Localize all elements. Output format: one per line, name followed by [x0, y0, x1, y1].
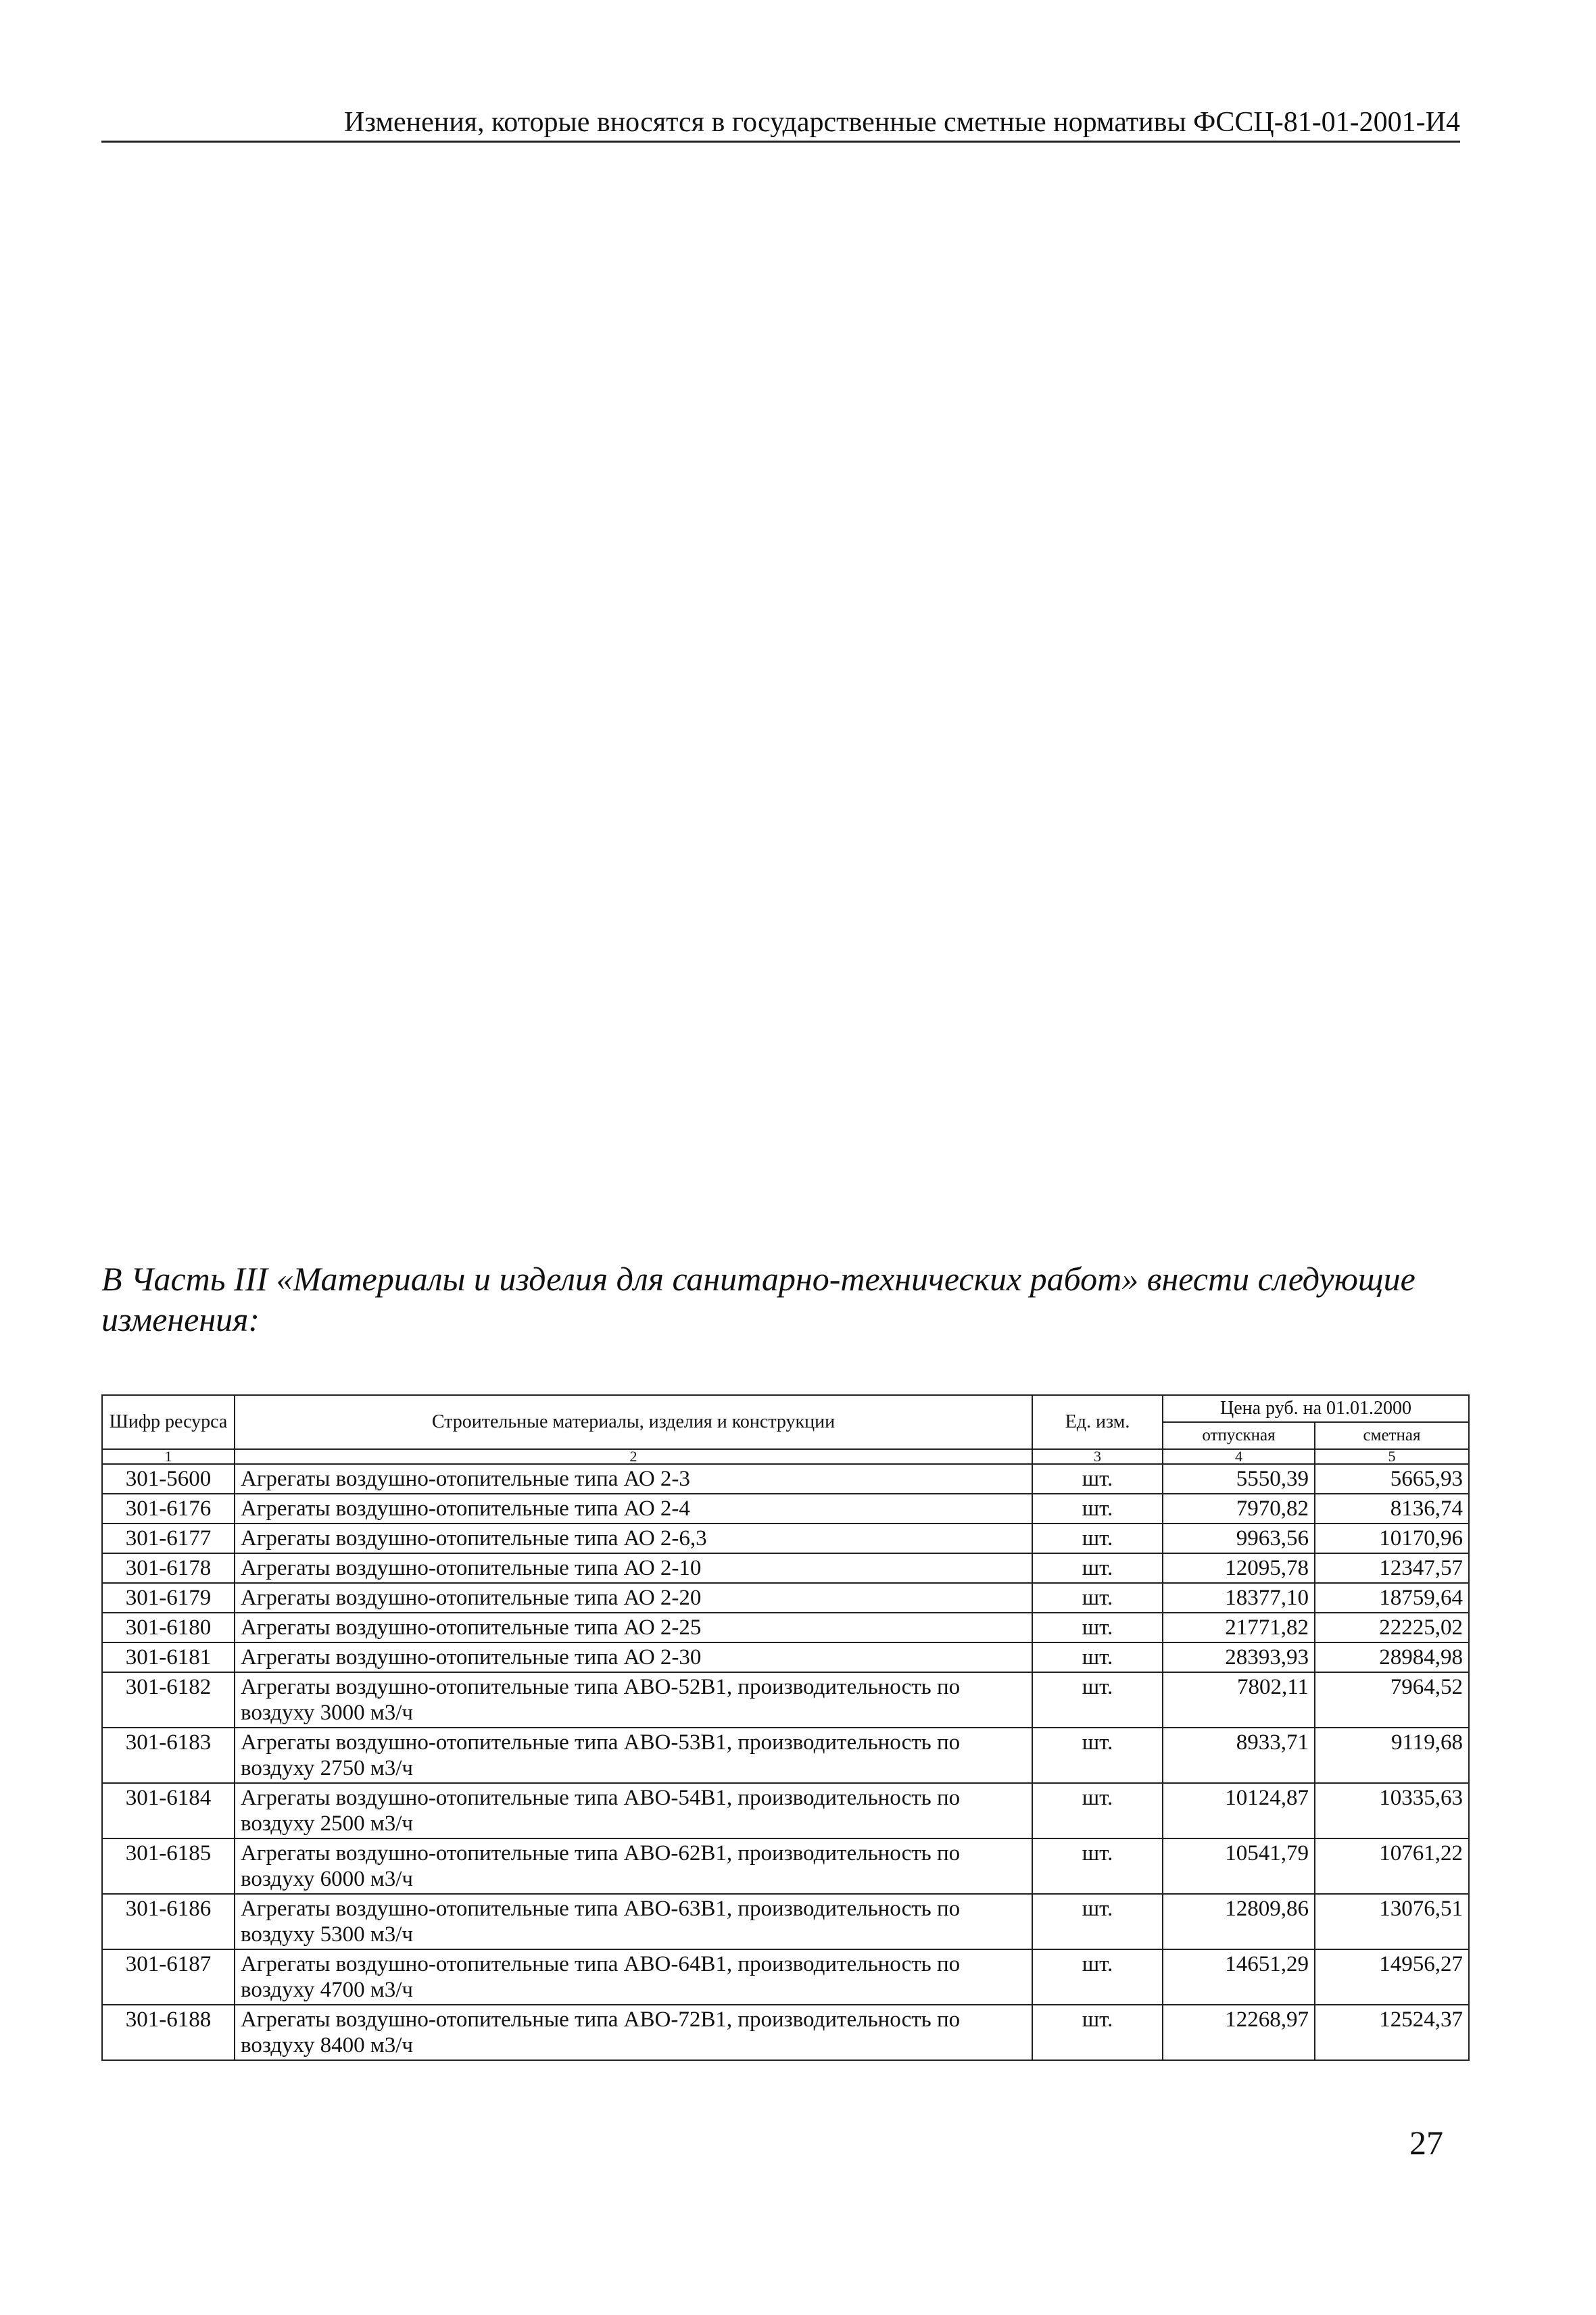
table-row [102, 1464, 1469, 1494]
release-price: 28393,93 [1163, 1642, 1315, 1672]
table-row [102, 1494, 1469, 1524]
resource-code: 301-6187 [102, 1949, 235, 2005]
estimate-price: 7964,52 [1315, 1672, 1469, 1728]
resource-name: Агрегаты воздушно-отопительные типа АВО-54В1, производительность по воздуху 2500 м3/ч [235, 1783, 1032, 1838]
table-row [102, 1894, 1469, 1949]
resource-unit: шт. [1032, 1894, 1163, 1949]
estimate-price: 13076,51 [1315, 1894, 1469, 1949]
resource-unit: шт. [1032, 1838, 1163, 1894]
release-price: 7970,82 [1163, 1494, 1315, 1524]
estimate-price: 18759,64 [1315, 1583, 1469, 1613]
page-header-title: Изменения, которые вносятся в государственные сметные нормативы ФССЦ-81-01-2001-И4 [344, 107, 1460, 138]
table-row [102, 1783, 1469, 1838]
estimate-price: 10761,22 [1315, 1838, 1469, 1894]
resource-name: Агрегаты воздушно-отопительные типа АВО-62В1, производительность по воздуху 6000 м3/ч [235, 1838, 1032, 1894]
column-number: 5 [1315, 1449, 1469, 1464]
resource-code: 301-6178 [102, 1553, 235, 1583]
table-row [102, 2005, 1469, 2060]
resource-name: Агрегаты воздушно-отопительные типа АО 2-3 [235, 1464, 1032, 1494]
estimate-price: 10170,96 [1315, 1524, 1469, 1553]
resource-unit: шт. [1032, 1464, 1163, 1494]
resource-code: 301-5600 [102, 1464, 235, 1494]
resource-name: Агрегаты воздушно-отопительные типа АО 2-30 [235, 1642, 1032, 1672]
header-price-release: отпускная [1163, 1422, 1315, 1449]
resource-unit: шт. [1032, 1524, 1163, 1553]
estimate-price: 12347,57 [1315, 1553, 1469, 1583]
estimate-price: 14956,27 [1315, 1949, 1469, 2005]
resource-code: 301-6176 [102, 1494, 235, 1524]
resource-unit: шт. [1032, 2005, 1163, 2060]
resource-unit: шт. [1032, 1613, 1163, 1642]
estimate-price: 12524,37 [1315, 2005, 1469, 2060]
table-row [102, 1949, 1469, 2005]
resource-name: Агрегаты воздушно-отопительные типа АО 2-10 [235, 1553, 1032, 1583]
estimate-price: 22225,02 [1315, 1613, 1469, 1642]
resource-unit: шт. [1032, 1642, 1163, 1672]
header-price-group: Цена руб. на 01.01.2000 [1163, 1395, 1469, 1422]
resource-unit: шт. [1032, 1783, 1163, 1838]
release-price: 5550,39 [1163, 1464, 1315, 1494]
release-price: 21771,82 [1163, 1613, 1315, 1642]
header-price-estimate: сметная [1315, 1422, 1469, 1449]
release-price: 7802,11 [1163, 1672, 1315, 1728]
header-name: Строительные материалы, изделия и конструкции [235, 1395, 1032, 1449]
resource-unit: шт. [1032, 1583, 1163, 1613]
release-price: 12095,78 [1163, 1553, 1315, 1583]
estimate-price: 28984,98 [1315, 1642, 1469, 1672]
release-price: 10124,87 [1163, 1783, 1315, 1838]
resource-unit: шт. [1032, 1728, 1163, 1783]
resource-code: 301-6188 [102, 2005, 235, 2060]
table-row [102, 1642, 1469, 1672]
resource-name: Агрегаты воздушно-отопительные типа АО 2-6,3 [235, 1524, 1032, 1553]
release-price: 8933,71 [1163, 1728, 1315, 1783]
estimate-price: 9119,68 [1315, 1728, 1469, 1783]
release-price: 10541,79 [1163, 1838, 1315, 1894]
resource-code: 301-6181 [102, 1642, 235, 1672]
table-row [102, 1672, 1469, 1728]
resource-name: Агрегаты воздушно-отопительные типа АВО-72В1, производительность по воздуху 8400 м3/ч [235, 2005, 1032, 2060]
header-divider [101, 141, 1460, 143]
resource-name: Агрегаты воздушно-отопительные типа АВО-64В1, производительность по воздуху 4700 м3/ч [235, 1949, 1032, 2005]
release-price: 14651,29 [1163, 1949, 1315, 2005]
resource-unit: шт. [1032, 1949, 1163, 2005]
page-number: 27 [1409, 2124, 1443, 2162]
header-unit: Ед. изм. [1032, 1395, 1163, 1449]
resource-code: 301-6183 [102, 1728, 235, 1783]
release-price: 12268,97 [1163, 2005, 1315, 2060]
estimate-price: 10335,63 [1315, 1783, 1469, 1838]
release-price: 12809,86 [1163, 1894, 1315, 1949]
column-number: 2 [235, 1449, 1032, 1464]
resource-code: 301-6186 [102, 1894, 235, 1949]
estimate-price: 5665,93 [1315, 1464, 1469, 1494]
resource-name: Агрегаты воздушно-отопительные типа АВО-63В1, производительность по воздуху 5300 м3/ч [235, 1894, 1032, 1949]
resource-name: Агрегаты воздушно-отопительные типа АВО-53В1, производительность по воздуху 2750 м3/ч [235, 1728, 1032, 1783]
table-row [102, 1613, 1469, 1642]
resource-name: Агрегаты воздушно-отопительные типа АВО-52В1, производительность по воздуху 3000 м3/ч [235, 1672, 1032, 1728]
resource-code: 301-6184 [102, 1783, 235, 1838]
resource-code: 301-6182 [102, 1672, 235, 1728]
resource-code: 301-6185 [102, 1838, 235, 1894]
resource-code: 301-6177 [102, 1524, 235, 1553]
column-number: 3 [1032, 1449, 1163, 1464]
table-row [102, 1583, 1469, 1613]
resource-name: Агрегаты воздушно-отопительные типа АО 2-4 [235, 1494, 1032, 1524]
column-number: 1 [102, 1449, 235, 1464]
release-price: 18377,10 [1163, 1583, 1315, 1613]
table-row [102, 1838, 1469, 1894]
resource-name: Агрегаты воздушно-отопительные типа АО 2-25 [235, 1613, 1032, 1642]
table-row [102, 1524, 1469, 1553]
resource-unit: шт. [1032, 1672, 1163, 1728]
resource-unit: шт. [1032, 1553, 1163, 1583]
column-number: 4 [1163, 1449, 1315, 1464]
resource-code: 301-6180 [102, 1613, 235, 1642]
resource-unit: шт. [1032, 1494, 1163, 1524]
table-row [102, 1553, 1469, 1583]
resource-price-table [101, 1394, 1470, 2061]
table-row [102, 1728, 1469, 1783]
header-code: Шифр ресурса [102, 1395, 235, 1449]
resource-code: 301-6179 [102, 1583, 235, 1613]
intro-paragraph: В Часть III «Материалы и изделия для санитарно-технических работ» внести следующие изменения: [101, 1260, 1416, 1338]
release-price: 9963,56 [1163, 1524, 1315, 1553]
estimate-price: 8136,74 [1315, 1494, 1469, 1524]
resource-name: Агрегаты воздушно-отопительные типа АО 2-20 [235, 1583, 1032, 1613]
